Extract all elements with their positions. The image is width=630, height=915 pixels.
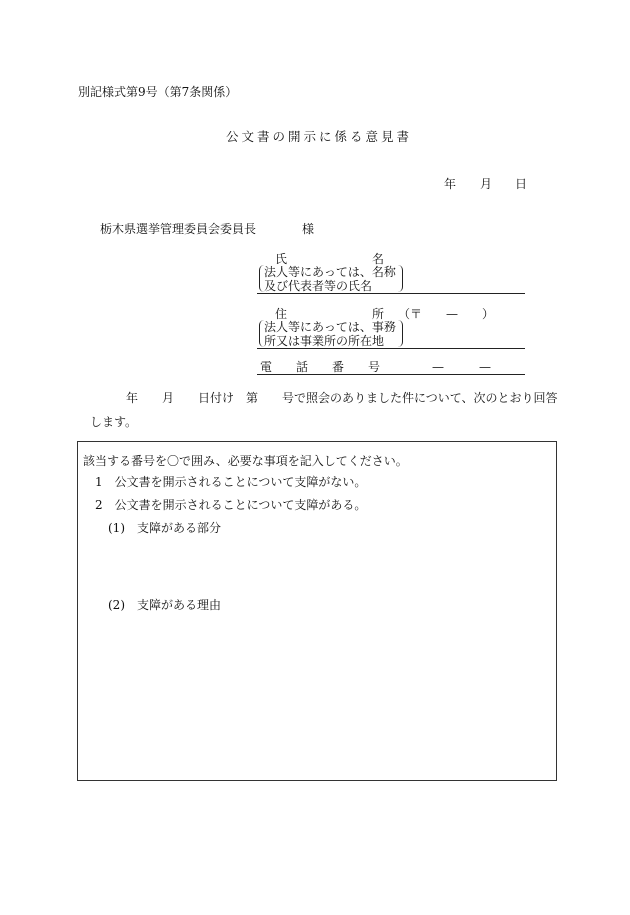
name-note-line-1: 法人等にあっては、名称 [264, 265, 396, 279]
box-option-2: 2 公文書を開示されることについて支障がある。 [95, 498, 367, 512]
date-year: 年 [444, 177, 457, 191]
address-underline [257, 348, 525, 349]
phone-label: 電 話 番 号 [260, 360, 381, 374]
name-label-1: 氏 [275, 252, 288, 266]
address-note-line-1: 法人等にあっては、事務 [264, 320, 396, 334]
body-text-line-2: します。 [90, 415, 138, 429]
date-month: 月 [480, 177, 493, 191]
phone-dash-1: — [432, 360, 444, 374]
address-postal: （〒 — ） [398, 307, 495, 321]
box-sub-1: (1) 支障がある部分 [108, 521, 221, 535]
box-sub-2: (2) 支障がある理由 [108, 598, 221, 612]
phone-underline [257, 374, 525, 375]
address-note-line-2: 所又は事業所の所在地 [264, 334, 385, 348]
date-day: 日 [515, 177, 528, 191]
form-title: 公文書の開示に係る意見書 [226, 129, 413, 144]
addressee-honorific: 様 [302, 222, 315, 236]
name-note-line-2: 及び代表者等の氏名 [264, 279, 373, 293]
name-underline [257, 293, 525, 294]
box-instruction: 該当する番号を〇で囲み、必要な事項を記入してください。 [83, 454, 408, 468]
box-option-1: 1 公文書を開示されることについて支障がない。 [95, 475, 367, 489]
response-box [77, 441, 557, 781]
addressee-name: 栃木県選挙管理委員会委員長 [100, 222, 257, 236]
phone-dash-2: — [479, 360, 491, 374]
form-header: 別記様式第9号（第7条関係） [78, 85, 238, 99]
body-text-line-1: 年 月 日付け 第 号で照会のありました件について、次のとおり回答 [126, 391, 558, 405]
address-label-1: 住 [275, 307, 288, 321]
address-label-2: 所 [372, 307, 385, 321]
name-label-2: 名 [372, 252, 385, 266]
